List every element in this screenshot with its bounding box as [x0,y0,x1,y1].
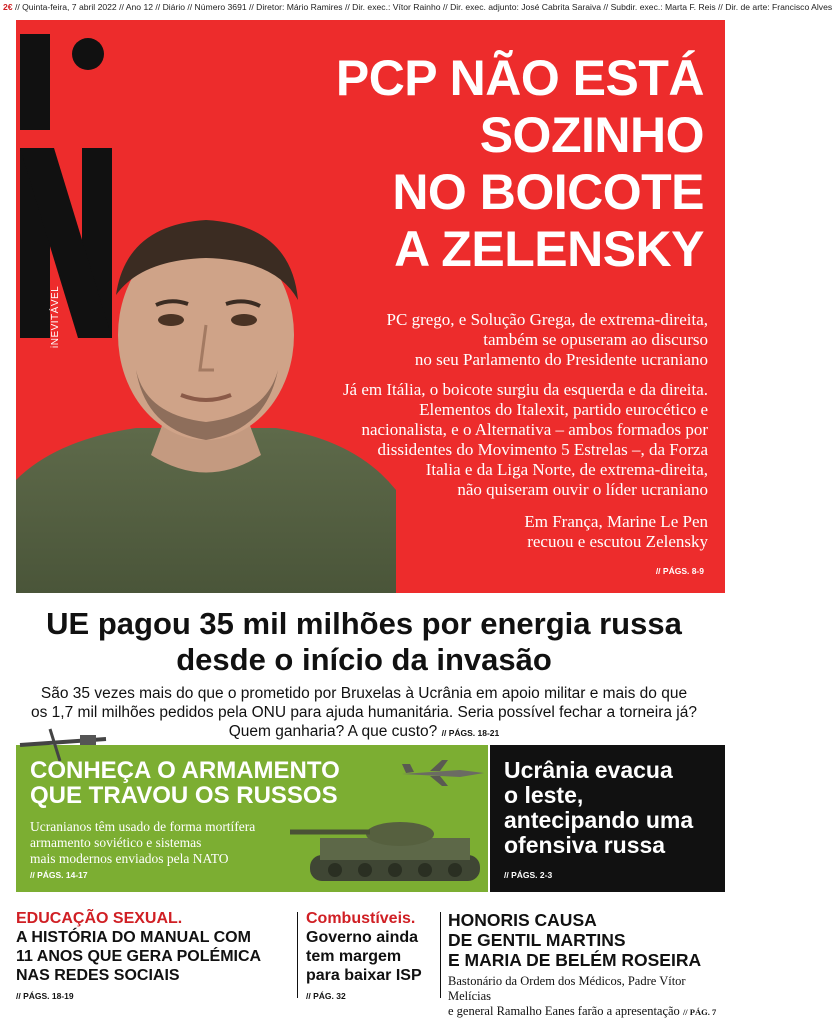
deck-line: nacionalista, e o Alternativa – ambos formados por [361,420,708,439]
story-title-line: E MARIA DE BELÉM ROSEIRA [448,950,702,970]
deck-line: mais modernos enviados pela NATO [30,851,229,866]
cover-headline-line: A ZELENSKY [394,221,704,277]
secondary-headline-line: desde o início da invasão [176,642,552,677]
cover-paragraph-2 [238,380,708,500]
secondary-pages: // PÁGS. 18-21 [441,728,500,738]
story-title-line: NAS REDES SOCIAIS [16,967,180,984]
evacuation-headline [504,758,719,858]
kicker: Combustíveis. [306,910,416,927]
story-title-line: 11 ANOS QUE GERA POLÉMICA [16,948,262,965]
cover-headline-line: SOZINHO [479,107,704,163]
sex-education-story [16,910,296,1001]
cover-headline [184,50,704,278]
story-title-line: A HISTÓRIA DO MANUAL COM [16,929,251,946]
secondary-headline [0,606,728,678]
column-divider [440,912,441,998]
deck-line: Quem ganharia? A que custo? [228,723,438,740]
deck-line: Bastonário da Ordem dos Médicos, Padre Vítor Melícias [448,974,686,1003]
masthead-tagline: iNEVITÁVEL [50,285,61,348]
deck-line: São 35 vezes mais do que o prometido por Bruxelas à Ucrânia em apoio militar e mais do que [40,685,688,702]
column-divider [297,912,298,998]
deck-line: Italia e da Liga Norte, de extrema-direita, [425,460,708,479]
story-title-line: Governo ainda [306,929,419,946]
deck-line: recuou e escutou Zelensky [527,532,708,551]
masthead-logo-i [20,34,112,130]
deck-line: e general Ramalho Eanes farão a apresentação [448,1004,680,1018]
secondary-deck [28,684,700,743]
story-pages: // PÁG. 32 [306,991,346,1001]
armament-deck [30,819,330,867]
deck-line: dissidentes do Movimento 5 Estrelas –, da Forza [377,440,708,459]
logo-i-stem [20,34,50,130]
armament-headline-line: CONHEÇA O ARMAMENTO [30,757,340,784]
cover-paragraph-1 [288,310,708,370]
story-title-line: HONORIS CAUSA [448,910,597,930]
story-pages: // PÁGS. 18-19 [16,991,74,1001]
armament-headline-line: QUE TRAVOU OS RUSSOS [30,782,338,809]
evacuation-headline-line: antecipando uma [504,807,694,833]
deck-line: Elementos do Italexit, partido eurocético e [419,400,708,419]
deck-line: também se opuseram ao discurso [483,330,708,349]
deck-line: Em França, Marine Le Pen [524,512,708,531]
evacuation-pages: // PÁGS. 2-3 [504,870,553,880]
deck-line: no seu Parlamento do Presidente ucraniano [414,350,708,369]
deck-line: armamento soviético e sistemas [30,835,202,850]
deck-line: não quiseram ouvir o líder ucraniano [457,480,708,499]
evacuation-headline-line: Ucrânia evacua [504,757,673,783]
honoris-causa-story [448,910,726,1020]
edition-meta: // Quinta-feira, 7 abril 2022 // Ano 12 // Diário // Número 3691 // Diretor: Mário Ramires // Dir. exec.: Vítor Rainho // Dir. exec. adjunto: José Cabrita Saraiva // Subdir. exec.: Marta F. Reis // Dir. de arte: Francisco Alves [12,2,832,12]
kicker: EDUCAÇÃO SEXUAL. [16,910,183,927]
deck-line: PC grego, e Solução Grega, de extrema-direita, [386,310,708,329]
cover-paragraph-3 [288,512,708,552]
armament-pages: // PÁGS. 14-17 [30,870,88,880]
deck-line: os 1,7 mil milhões pedidos pela ONU para ajuda humanitária. Seria possível fechar a torneira já? [31,704,697,721]
price: 2€ [3,2,13,12]
story-pages: // PÁG. 7 [682,1007,717,1017]
story-title-line: DE GENTIL MARTINS [448,930,626,950]
armament-headline [30,758,450,808]
secondary-headline-line: UE pagou 35 mil milhões por energia russa [46,606,682,641]
evacuation-headline-line: ofensiva russa [504,832,666,858]
cover-headline-line: NO BOICOTE [392,164,704,220]
cover-pages: // PÁGS. 8-9 [655,566,704,576]
cover-headline-line: PCP NÃO ESTÁ [335,50,704,106]
deck-line: Já em Itália, o boicote surgiu da esquerda e da direita. [342,380,708,399]
story-title-line: para baixar ISP [306,967,422,984]
edition-info-bar [0,0,832,14]
deck-line: Ucranianos têm usado de forma mortífera [30,819,256,834]
evacuation-headline-line: o leste, [504,782,584,808]
fuel-story [306,910,436,1001]
story-title-line: tem margem [306,948,402,965]
logo-dot [72,38,104,70]
